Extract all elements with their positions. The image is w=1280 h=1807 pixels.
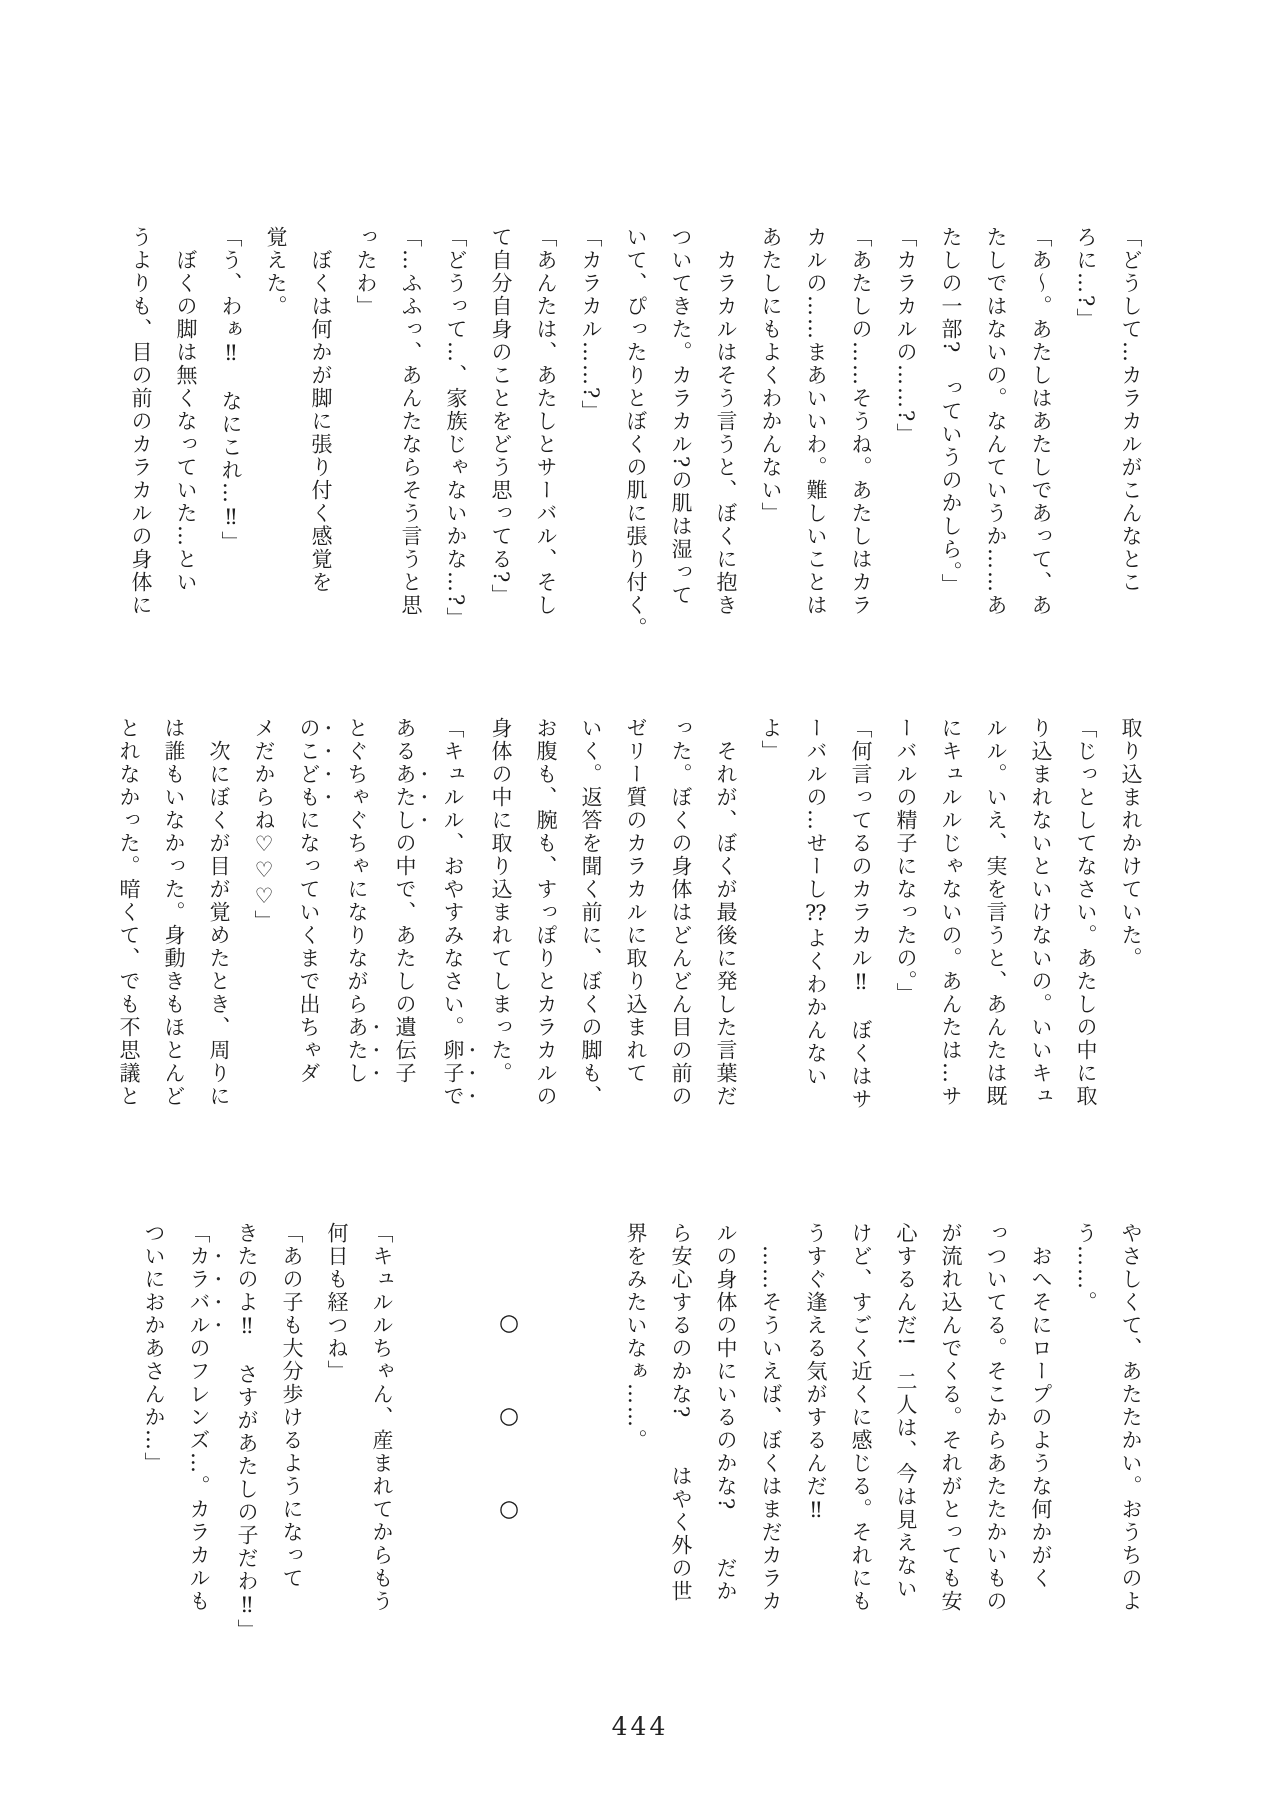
text-column [748, 226, 793, 642]
text-column [359, 1222, 404, 1638]
text-segment: り込まれないといけないの。いいキュ [1029, 717, 1053, 1108]
text-column [286, 717, 334, 1133]
text-column [703, 1222, 748, 1638]
text-column [973, 1222, 1018, 1638]
emphasized-text: のこども [297, 717, 321, 809]
text-segment: て自分自身のことをどう思ってる?」 [489, 226, 513, 608]
text-segment: ーバルの精子になったの。」 [894, 717, 918, 1006]
text-segment: うよりも、目の前のカラカルの身体に [129, 226, 153, 617]
text-segment: うすぐ逢える気がするんだ‼ [804, 1222, 828, 1524]
text-column [883, 1222, 928, 1638]
text-segment: ろに…?」 [1074, 226, 1098, 332]
text-column [523, 226, 568, 642]
text-segment: たしの一部? っていうのかしら。」 [939, 226, 963, 597]
text-column [703, 226, 748, 642]
text-column [883, 717, 928, 1133]
text-column [793, 226, 838, 642]
text-column [131, 1222, 176, 1638]
text-column [838, 226, 883, 642]
text-segment: いく。返答を聞く前に、ぼくの脚も、 [579, 717, 603, 1108]
text-segment: 取り込まれかけていた。 [1119, 717, 1143, 970]
text-segment: 「カラカルの……?」 [894, 226, 918, 447]
text-band-top [118, 226, 1153, 642]
text-column [568, 226, 613, 642]
section-divider [486, 1222, 531, 1638]
text-column [613, 1222, 658, 1638]
text-segment: 」 [252, 910, 276, 933]
text-segment: あたしにもよくわかんない」 [759, 226, 783, 525]
text-segment: とれなかった。暗くて、でも不思議と [117, 717, 141, 1108]
text-segment: お腹も、腕も、すっぽりとカラカルの [534, 717, 558, 1108]
text-column [1018, 226, 1063, 642]
emphasized-text: あたし [393, 763, 417, 832]
text-segment: の中で、あたしの遺伝子 [393, 832, 417, 1085]
text-segment: 心するんだ! 二人は、今は見えない [894, 1222, 918, 1601]
text-column [253, 226, 298, 642]
text-column [224, 1222, 269, 1642]
text-segment: は誰もいなかった。身動きもほとんど [162, 717, 186, 1108]
text-segment: 次にぼくが目が覚めたとき、周りに [207, 717, 231, 1108]
text-column [176, 1222, 224, 1638]
text-segment: 「どうして…カラカルがこんなとこ [1119, 226, 1143, 594]
text-column [478, 717, 523, 1133]
text-column [838, 717, 883, 1133]
text-column [1108, 226, 1153, 642]
text-column [314, 1222, 359, 1638]
text-segment: やさしくて、あたたかい。おうちのよ [1119, 1222, 1143, 1613]
text-column [1108, 1222, 1153, 1638]
text-column [298, 226, 343, 642]
text-column [118, 226, 163, 642]
text-segment: っついてる。そこからあたたかいもの [984, 1222, 1008, 1613]
text-segment: ぼくの脚は無くなっていた…とい [174, 226, 198, 594]
text-segment: 「 [187, 1222, 211, 1245]
text-segment: ついにおかあさんか…」 [142, 1222, 166, 1475]
text-column [658, 226, 703, 642]
text-column [793, 1222, 838, 1638]
text-column [748, 717, 793, 1133]
text-segment: 「あ〜。あたしはあたしであって、あ [1029, 226, 1053, 617]
text-column [658, 1222, 703, 1638]
text-segment: ついてきた。カラカル?の肌は湿って [669, 226, 693, 608]
text-column [163, 226, 208, 642]
text-column [1108, 717, 1153, 1133]
text-segment: おへそにロープのような何かがく [1029, 1222, 1053, 1590]
text-column [343, 226, 388, 642]
text-segment: 「何言ってるのカラカル‼ ぼくはサ [849, 717, 873, 1111]
text-column [269, 1222, 314, 1638]
text-segment: のフレンズ…。カラカルも [187, 1337, 211, 1613]
text-column [613, 717, 658, 1133]
text-segment: 「じっとしてなさい。あたしの中に取 [1074, 717, 1098, 1108]
text-column [793, 717, 838, 1133]
text-segment: カラカルはそう言うと、ぼくに抱き [714, 226, 738, 617]
text-segment: 「キュルル、おやすみなさい。 [441, 717, 465, 1039]
text-column [382, 717, 430, 1133]
text-column [973, 717, 1018, 1133]
text-segment: カルの……まあいいわ。難しいことは [804, 226, 828, 617]
text-column [433, 226, 478, 642]
emphasized-text: カラバル [187, 1245, 211, 1337]
text-column [151, 717, 196, 1133]
text-segment: う……。 [1074, 1222, 1098, 1314]
text-column [838, 1222, 883, 1638]
text-segment: 「キュルルちゃん、産まれてからもう [370, 1222, 394, 1613]
text-column [928, 226, 973, 642]
text-segment: 界をみたいなぁ……。 [624, 1222, 648, 1452]
text-segment: ルル。いえ、実を言うと、あんたは既 [984, 717, 1008, 1108]
text-segment: ルの身体の中にいるのかな? だか [714, 1222, 738, 1604]
text-segment: 「どうって…、家族じゃないかな…?」 [444, 226, 468, 631]
page-number: 444 [611, 1712, 669, 1741]
text-segment: ったわ」 [354, 226, 378, 318]
text-segment: 「…ふふっ、あんたならそう言うと思 [399, 226, 423, 617]
text-segment: ぼくは何かが脚に張り付く感覚を [309, 226, 333, 594]
text-column [703, 717, 748, 1133]
text-segment: にキュルルじゃないの。あんたは…サ [939, 717, 963, 1108]
text-column [430, 717, 478, 1133]
text-segment: が流れ込んでくる。それがとっても安 [939, 1222, 963, 1613]
text-segment: よ」 [759, 717, 783, 763]
text-column [748, 1222, 793, 1638]
text-column [973, 226, 1018, 642]
text-column [478, 226, 523, 642]
text-segment: 覚えた。 [264, 226, 288, 318]
text-segment: 何日も経つね」 [325, 1222, 349, 1383]
text-segment: ら安心するのかな? はやく外の世 [669, 1222, 693, 1604]
text-segment: それが、ぼくが最後に発した言葉だ [714, 717, 738, 1108]
text-column [1063, 717, 1108, 1133]
text-column [1063, 226, 1108, 642]
text-segment: ○○○ [496, 1310, 522, 1589]
text-segment: きたのよ‼ さすがあたしの子だわ‼」 [235, 1222, 259, 1642]
text-column [1018, 717, 1063, 1133]
text-column [568, 717, 613, 1133]
emphasized-text: 卵子で [441, 1039, 465, 1108]
text-segment: たしではないの。なんていうか……あ [984, 226, 1008, 617]
text-column [928, 1222, 973, 1638]
text-segment: になっていくまで出ちゃダ [297, 809, 321, 1085]
emphasized-text: あたし [345, 1016, 369, 1085]
text-column [241, 717, 286, 1133]
text-column [334, 717, 382, 1133]
text-column [388, 226, 433, 642]
text-segment: ゼリー質のカラカルに取り込まれて [624, 717, 648, 1085]
text-segment: ……そういえば、ぼくはまだカラカ [759, 1222, 783, 1613]
text-segment: ある [393, 717, 417, 763]
text-column [523, 717, 568, 1133]
text-segment: 身体の中に取り込まれてしまった。 [489, 717, 513, 1085]
text-column [208, 226, 253, 642]
text-segment: った。ぼくの身体はどんどん目の前の [669, 717, 693, 1108]
text-segment: ♡♡♡ [252, 832, 276, 910]
text-segment: とぐちゃぐちゃになりながら [345, 717, 369, 1016]
text-column [658, 717, 703, 1133]
text-band-bottom [131, 1222, 1153, 1642]
text-column [883, 226, 928, 642]
text-column [1063, 1222, 1108, 1638]
text-column [613, 226, 658, 642]
text-segment: ーバルの…せーし⁇よくわかんない [804, 717, 828, 1088]
text-segment: 「あたしの……そうね。あたしはカラ [849, 226, 873, 617]
text-segment: 「カラカル……?」 [579, 226, 603, 424]
text-column [928, 717, 973, 1133]
text-column [106, 717, 151, 1133]
text-segment: 「あんたは、あたしとサーバル、そし [534, 226, 558, 617]
text-segment: メだからね [252, 717, 276, 832]
text-segment: けど、すごく近くに感じる。それにも [849, 1222, 873, 1613]
text-column [1018, 1222, 1063, 1638]
text-segment: 「あの子も大分歩けるようになって [280, 1222, 304, 1590]
text-segment: いて、ぴったりとぼくの肌に張り付く。 [624, 226, 648, 640]
text-segment: 「う、わぁ‼ なにこれ…‼」 [219, 226, 243, 554]
text-column [196, 717, 241, 1133]
text-band-middle [106, 717, 1153, 1133]
